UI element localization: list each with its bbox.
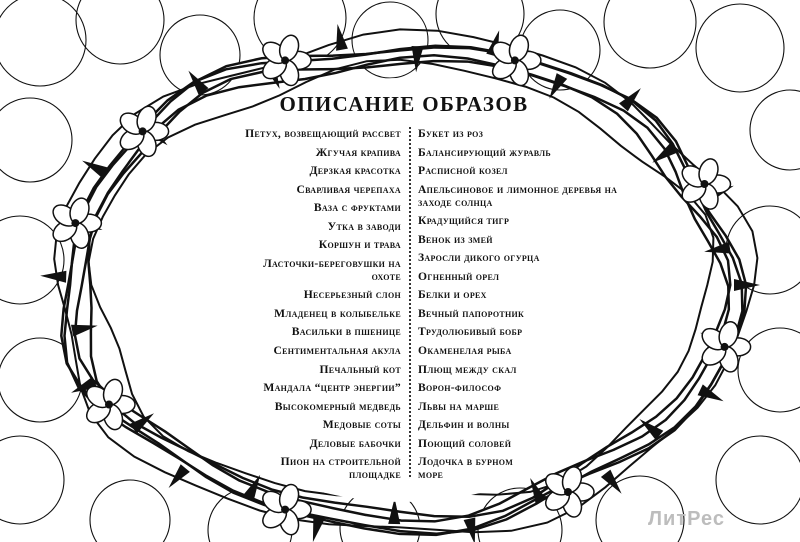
background-circle <box>750 90 800 170</box>
list-item: Апельсиновое и лимонное деревья на заходе солнца <box>418 182 618 209</box>
background-circle <box>716 436 800 524</box>
list-item: Крадущийся тигр <box>418 214 510 228</box>
list-item: Окаменелая рыба <box>418 344 512 358</box>
list-item: Петух, возвещающий рассвет <box>245 127 401 140</box>
background-circle <box>90 480 170 542</box>
list-item: Сварливая черепаха <box>296 182 401 196</box>
background-circle <box>0 436 64 524</box>
background-circle <box>76 0 164 64</box>
background-circle <box>0 0 86 86</box>
list-item: Поющий соловей <box>418 436 512 450</box>
list-item: Печальный кот <box>319 362 401 376</box>
list-item: Утка в заводи <box>327 219 401 233</box>
list-item: Ваза с фруктами <box>313 201 401 215</box>
left-column-list <box>178 127 401 487</box>
list-item: Расписной козел <box>418 164 508 178</box>
page-title: ОПИСАНИЕ ОБРАЗОВ <box>279 92 529 116</box>
watermark-logo: ЛитРес <box>648 508 725 530</box>
list-item: Сентиментальная акула <box>273 344 401 358</box>
list-item: Лодочка в бурном море <box>418 455 514 482</box>
list-item: Львы на марше <box>418 399 500 413</box>
list-item: Плющ между скал <box>418 362 517 376</box>
thorn-icon <box>336 24 348 51</box>
right-column-list <box>418 127 628 487</box>
column-divider <box>409 127 411 477</box>
list-item: Мандала “центр энергии” <box>263 381 401 395</box>
list-item: Ласточки-береговушки на охоте <box>263 256 401 283</box>
list-item: Букет из роз <box>418 127 484 140</box>
list-item: Высокомерный медведь <box>274 399 401 413</box>
thorn-icon <box>71 325 98 337</box>
list-item: Вечный папоротник <box>418 306 525 320</box>
thorn-icon <box>40 271 66 283</box>
background-circle <box>696 4 784 92</box>
list-item: Белки и орех <box>418 288 487 302</box>
list-item: Дерзкая красотка <box>309 164 401 178</box>
background-circle <box>0 98 72 182</box>
list-item: Жгучая крапива <box>315 145 401 159</box>
list-item: Коршун и трава <box>318 238 401 252</box>
list-item: Ворон-философ <box>418 381 502 395</box>
list-item: Медовые соты <box>322 418 401 432</box>
list-item: Пион на строительной площадке <box>280 455 401 482</box>
list-item: Дельфин и волны <box>418 418 510 432</box>
list-item: Заросли дикого огурца <box>418 251 540 265</box>
list-item: Балансирующий журавль <box>418 145 551 159</box>
list-item: Деловые бабочки <box>309 436 401 450</box>
list-item: Васильки в пшенице <box>291 325 401 339</box>
list-item: Огненный орел <box>418 269 500 283</box>
list-item: Трудолюбивый бобр <box>418 325 523 339</box>
thorn-icon <box>313 515 325 542</box>
background-circle <box>604 0 696 68</box>
list-item: Несерьезный слон <box>303 288 401 302</box>
list-item: Венок из змей <box>418 232 493 246</box>
list-item: Младенец в колыбельке <box>274 306 401 320</box>
